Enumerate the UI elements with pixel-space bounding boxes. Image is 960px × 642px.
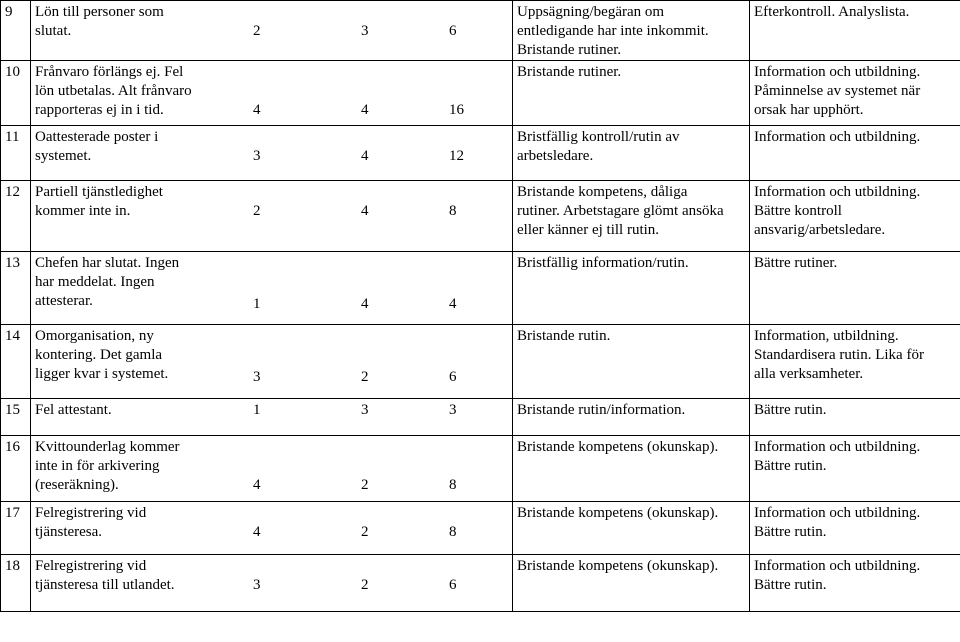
- risk-description-line: slutat.: [35, 23, 72, 39]
- risk-number: 15: [5, 402, 20, 418]
- risk-description-line: rapporteras ej in i tid.: [35, 102, 164, 118]
- risk-cause-line: entledigande har inte inkommit.: [517, 23, 709, 39]
- risk-cause-line: Bristande kompetens (okunskap).: [517, 439, 719, 455]
- consequence-value: 3: [361, 402, 369, 418]
- likelihood-value: 4: [253, 524, 261, 540]
- risk-description-line: Kvittounderlag kommer: [35, 439, 180, 455]
- risk-cause-line: Bristfällig kontroll/rutin av: [517, 129, 680, 145]
- risk-value: 3: [449, 402, 457, 418]
- risk-description-line: lön utbetalas. Alt frånvaro: [35, 83, 192, 99]
- risk-description-line: tjänsteresa till utlandet.: [35, 577, 175, 593]
- risk-cause-cell: [513, 252, 750, 325]
- consequence-value: 4: [361, 296, 369, 312]
- table-row: [1, 325, 960, 399]
- risk-cause-cell: [513, 555, 750, 612]
- risk-cause-line: eller känner ej till rutin.: [517, 222, 660, 238]
- risk-description-cell: [31, 555, 513, 612]
- risk-action-line: Standardisera rutin. Lika för: [754, 347, 924, 363]
- risk-action-cell: [750, 61, 960, 126]
- risk-action-line: Information, utbildning.: [754, 328, 899, 344]
- risk-action-cell: [750, 399, 960, 436]
- risk-action-line: Information och utbildning.: [754, 129, 921, 145]
- risk-value: 6: [449, 23, 457, 39]
- consequence-value: 2: [361, 369, 369, 385]
- risk-value: 6: [449, 369, 457, 385]
- consequence-value: 4: [361, 148, 369, 164]
- risk-number: 17: [5, 505, 20, 521]
- risk-number: 13: [5, 255, 20, 271]
- table-row: [1, 502, 960, 555]
- risk-description-line: tjänsteresa.: [35, 524, 103, 540]
- risk-action-line: Bättre rutiner.: [754, 255, 838, 271]
- risk-number-cell: [1, 555, 31, 612]
- risk-action-line: alla verksamheter.: [754, 366, 864, 382]
- risk-action-line: Information och utbildning.: [754, 184, 921, 200]
- table-row: [1, 126, 960, 181]
- likelihood-value: 3: [253, 369, 261, 385]
- risk-action-line: orsak har upphört.: [754, 102, 864, 118]
- risk-action-line: Bättre rutin.: [754, 577, 827, 593]
- risk-action-cell: [750, 555, 960, 612]
- likelihood-value: 3: [253, 148, 261, 164]
- risk-cause-cell: [513, 1, 750, 61]
- risk-action-cell: [750, 436, 960, 502]
- risk-description-cell: [31, 181, 513, 252]
- risk-action-line: Bättre rutin.: [754, 524, 827, 540]
- risk-description-cell: [31, 436, 513, 502]
- risk-number: 11: [5, 129, 20, 145]
- risk-value: 6: [449, 577, 457, 593]
- risk-action-cell: [750, 502, 960, 555]
- consequence-value: 2: [361, 477, 369, 493]
- table-row: [1, 399, 960, 436]
- risk-description-cell: [31, 502, 513, 555]
- risk-description-line: ligger kvar i systemet.: [35, 366, 169, 382]
- risk-description-line: Lön till personer som: [35, 4, 164, 20]
- likelihood-value: 4: [253, 102, 261, 118]
- risk-value: 12: [449, 148, 464, 164]
- risk-value: 8: [449, 524, 457, 540]
- risk-cause-cell: [513, 126, 750, 181]
- risk-cause-line: Bristfällig information/rutin.: [517, 255, 689, 271]
- table-row: [1, 252, 960, 325]
- risk-description-line: kommer inte in.: [35, 203, 131, 219]
- risk-description-line: Omorganisation, ny: [35, 328, 154, 344]
- risk-action-line: Information och utbildning.: [754, 64, 921, 80]
- likelihood-value: 2: [253, 23, 261, 39]
- consequence-value: 3: [361, 23, 369, 39]
- risk-description-cell: [31, 325, 513, 399]
- risk-description-line: Oattesterade poster i: [35, 129, 159, 145]
- table-row: [1, 181, 960, 252]
- risk-description-line: (reseräkning).: [35, 477, 119, 493]
- risk-number: 16: [5, 439, 20, 455]
- risk-number: 10: [5, 64, 20, 80]
- table-row: [1, 436, 960, 502]
- risk-value: 16: [449, 102, 464, 118]
- risk-cause-cell: [513, 436, 750, 502]
- risk-number: 12: [5, 184, 20, 200]
- table-row: [1, 1, 960, 61]
- risk-action-line: Efterkontroll. Analyslista.: [754, 4, 910, 20]
- risk-cause-line: rutiner. Arbetstagare glömt ansöka: [517, 203, 724, 219]
- risk-value: 8: [449, 203, 457, 219]
- risk-number-cell: [1, 126, 31, 181]
- risk-action-line: Bättre kontroll: [754, 203, 842, 219]
- risk-action-line: Bättre rutin.: [754, 458, 827, 474]
- risk-description-cell: [31, 252, 513, 325]
- risk-cause-line: Bristande rutiner.: [517, 42, 622, 58]
- risk-table-body: [1, 1, 960, 612]
- risk-action-cell: [750, 126, 960, 181]
- consequence-value: 4: [361, 203, 369, 219]
- likelihood-value: 4: [253, 477, 261, 493]
- risk-action-cell: [750, 325, 960, 399]
- likelihood-value: 3: [253, 577, 261, 593]
- risk-description-line: Felregistrering vid: [35, 558, 147, 574]
- risk-description-line: kontering. Det gamla: [35, 347, 163, 363]
- risk-number: 9: [5, 4, 13, 20]
- risk-cause-cell: [513, 61, 750, 126]
- table-row: [1, 555, 960, 612]
- risk-cause-line: Bristande rutiner.: [517, 64, 622, 80]
- risk-cause-line: Bristande rutin/information.: [517, 402, 686, 418]
- risk-description-line: Frånvaro förlängs ej. Fel: [35, 64, 184, 80]
- risk-description-cell: [31, 61, 513, 126]
- risk-action-line: Information och utbildning.: [754, 439, 921, 455]
- risk-description-cell: [31, 126, 513, 181]
- risk-number-cell: [1, 399, 31, 436]
- risk-action-line: Information och utbildning.: [754, 505, 921, 521]
- consequence-value: 4: [361, 102, 369, 118]
- risk-cause-cell: [513, 181, 750, 252]
- risk-number: 14: [5, 328, 20, 344]
- risk-action-line: ansvarig/arbetsledare.: [754, 222, 886, 238]
- risk-action-line: Bättre rutin.: [754, 402, 827, 418]
- table-row: [1, 61, 960, 126]
- risk-description-line: Felregistrering vid: [35, 505, 147, 521]
- risk-description-line: systemet.: [35, 148, 92, 164]
- risk-description-line: har meddelat. Ingen: [35, 274, 155, 290]
- risk-number-cell: [1, 61, 31, 126]
- risk-description-line: attesterar.: [35, 293, 93, 309]
- risk-action-line: Påminnelse av systemet när: [754, 83, 921, 99]
- risk-cause-cell: [513, 502, 750, 555]
- risk-value: 4: [449, 296, 457, 312]
- risk-action-line: Information och utbildning.: [754, 558, 921, 574]
- risk-cause-line: Bristande kompetens (okunskap).: [517, 558, 719, 574]
- consequence-value: 2: [361, 577, 369, 593]
- risk-action-cell: [750, 181, 960, 252]
- risk-cause-line: Bristande kompetens, dåliga: [517, 184, 688, 200]
- likelihood-value: 1: [253, 402, 261, 418]
- risk-number-cell: [1, 436, 31, 502]
- risk-cause-line: Bristande kompetens (okunskap).: [517, 505, 719, 521]
- risk-cause-cell: [513, 325, 750, 399]
- risk-number-cell: [1, 325, 31, 399]
- risk-cause-line: arbetsledare.: [517, 148, 594, 164]
- risk-action-cell: [750, 252, 960, 325]
- risk-number: 18: [5, 558, 20, 574]
- risk-description-cell: [31, 1, 513, 61]
- likelihood-value: 2: [253, 203, 261, 219]
- risk-description-line: Fel attestant.: [35, 402, 112, 418]
- risk-value: 8: [449, 477, 457, 493]
- risk-cause-line: Uppsägning/begäran om: [517, 4, 665, 20]
- risk-cause-line: Bristande rutin.: [517, 328, 611, 344]
- risk-number-cell: [1, 1, 31, 61]
- risk-description-line: inte in för arkivering: [35, 458, 160, 474]
- risk-number-cell: [1, 502, 31, 555]
- risk-number-cell: [1, 252, 31, 325]
- risk-cause-cell: [513, 399, 750, 436]
- risk-number-cell: [1, 181, 31, 252]
- risk-description-cell: [31, 399, 513, 436]
- risk-description-line: Partiell tjänstledighet: [35, 184, 163, 200]
- risk-action-cell: [750, 1, 960, 61]
- likelihood-value: 1: [253, 296, 261, 312]
- consequence-value: 2: [361, 524, 369, 540]
- risk-description-line: Chefen har slutat. Ingen: [35, 255, 180, 271]
